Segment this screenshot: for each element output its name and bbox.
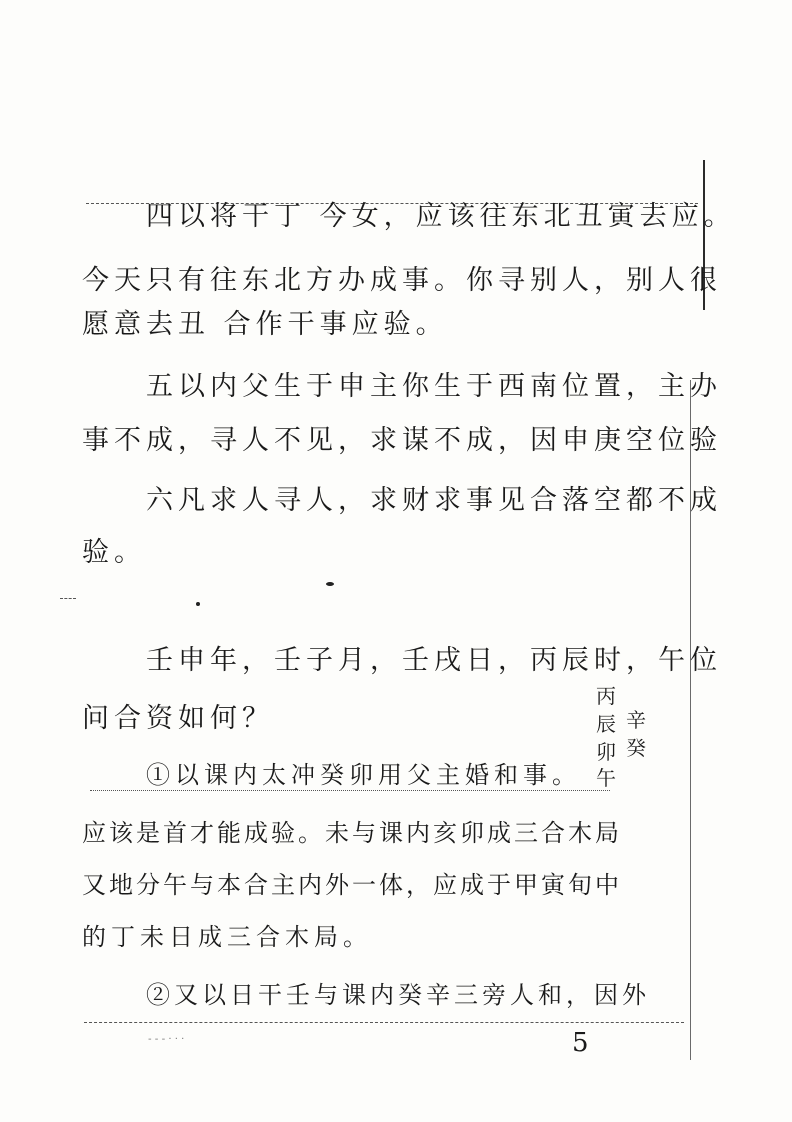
text-line-6: 六凡求人寻人，求财求事见合落空都不成 <box>146 485 722 516</box>
margin-note-3: 卯 <box>596 740 616 764</box>
text-line-1: 四以将干丁 今女，应该往东北丑寅去应。 <box>146 201 736 232</box>
text-line-14: ②又以日干壬与课内癸辛三旁人和，因外 <box>146 981 650 1009</box>
text-line-4: 五以内父生于申主你生于西南位置，主办 <box>146 371 722 402</box>
scan-footer-mark: - - - · · · <box>148 1034 185 1045</box>
dotted-underline <box>90 790 610 791</box>
margin-note-5: 辛 <box>626 708 646 732</box>
scan-dash-mark <box>60 598 76 599</box>
margin-rule-right <box>690 380 691 1060</box>
text-line-7: 验。 <box>82 537 146 568</box>
scan-speck <box>326 582 334 586</box>
text-line-9: 问合资如何？ <box>82 703 274 734</box>
dashed-divider-bottom <box>84 1022 684 1023</box>
margin-note-4: 午 <box>596 766 616 790</box>
text-line-11: 应该是首才能成验。未与课内亥卯成三合木局 <box>82 819 622 847</box>
text-line-5: 事不成，寻人不见，求谋不成，因申庚空位验 <box>82 425 722 456</box>
text-line-12: 又地分午与本合主内外一体，应成于甲寅旬中 <box>82 871 622 899</box>
margin-note-2: 辰 <box>596 712 616 736</box>
text-line-13: 的丁未日成三合木局。 <box>82 923 372 951</box>
text-line-3: 愿意去丑 合作干事应验。 <box>82 309 448 340</box>
text-line-8: 壬申年，壬子月，壬戌日，丙辰时，午位 <box>146 645 722 676</box>
margin-note-1: 丙 <box>596 684 616 708</box>
scan-speck <box>196 602 200 606</box>
text-line-10: ①以课内太冲癸卯用父主婚和事。 <box>146 761 581 789</box>
page-number: 5 <box>572 1028 589 1058</box>
margin-note-6: 癸 <box>626 736 646 760</box>
text-line-2: 今天只有往东北方办成事。你寻别人，别人很 <box>82 265 722 296</box>
